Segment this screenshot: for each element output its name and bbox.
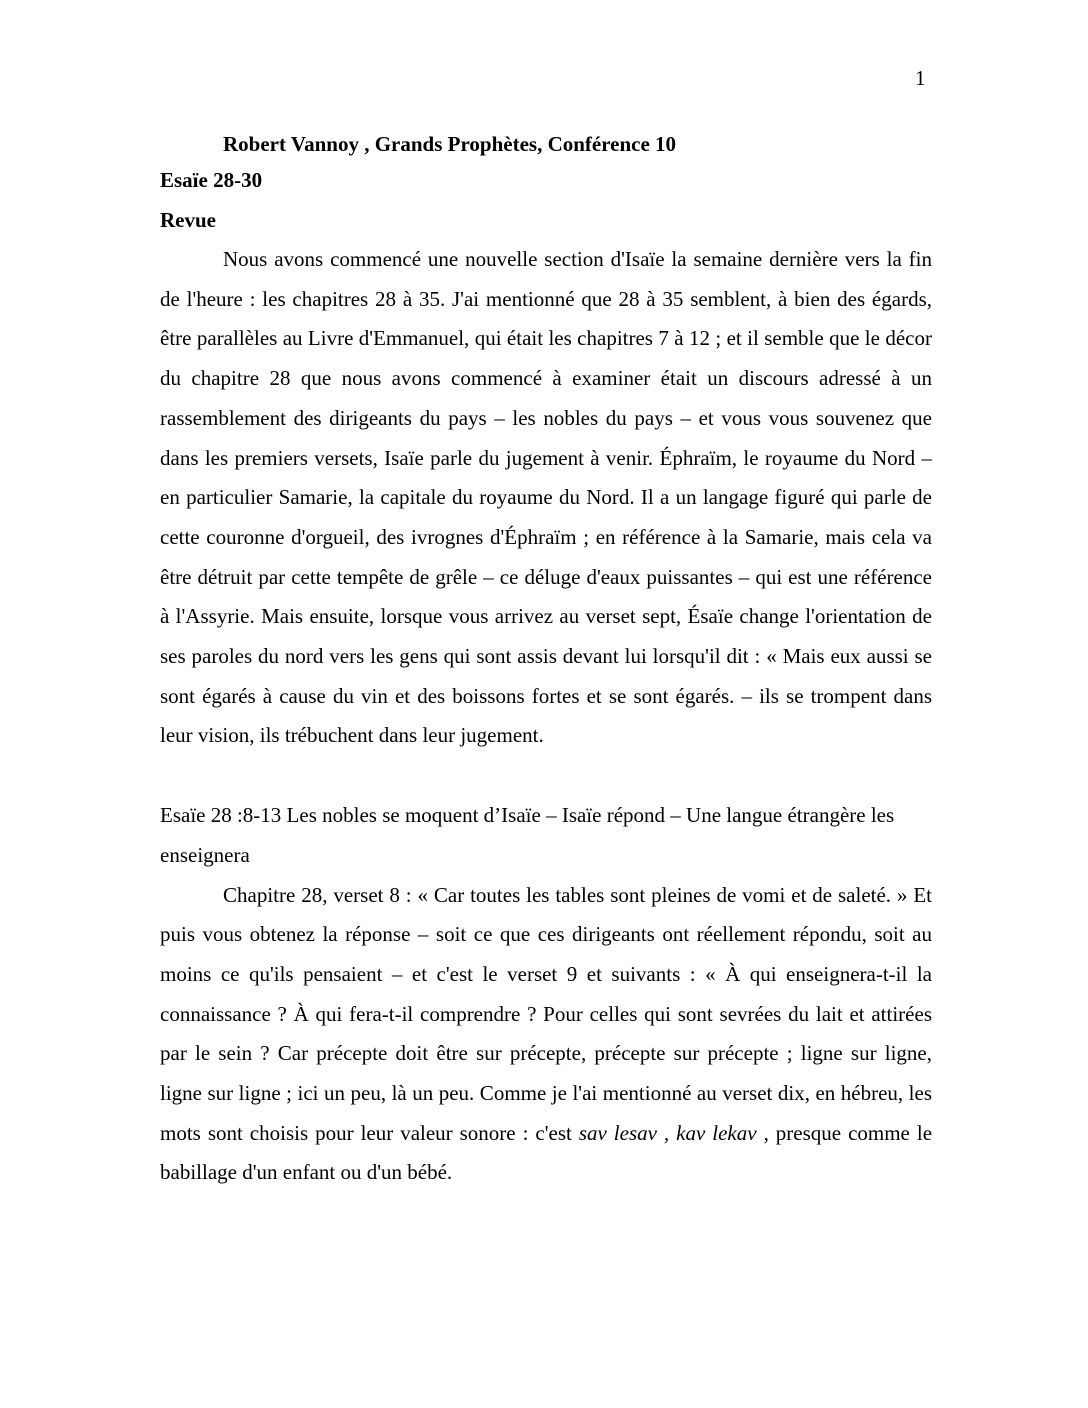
section-heading: Esaïe 28 :8-13 Les nobles se moquent d’Isaïe – Isaïe répond – Une langue étrangère les enseignera	[160, 803, 895, 867]
paragraph-chapter-28	[160, 876, 932, 1194]
hebrew-transliteration-2: kav lekav	[676, 1120, 757, 1145]
document-title: Robert Vannoy , Grands Prophètes, Conférence 10	[223, 132, 677, 156]
page-number: 1	[915, 66, 926, 90]
paragraph-review: Nous avons commencé une nouvelle section d'Isaïe la semaine dernière vers la fin de l'heure : les chapitres 28 à 35. J'ai mentionné que 28 à 35 semblent, à bien des égards, être parallèles au Livre d'Emmanuel, qui était les chapitres 7 à 12 ; et il semble que le décor du chapitre 28 que nous avons commencé à examiner était un discours adressé à un rassemblement des dirigeants du pays – les nobles du pays – et vous vous souvenez que dans les premiers versets, Isaïe parle du jugement à venir. Éphraïm, le royaume du Nord – en particulier Samarie, la capitale du royaume du Nord. Il a un langage figuré qui parle de cette couronne d'orgueil, des ivrognes d'Éphraïm ; en référence à la Samarie, mais cela va être détruit par cette tempête de grêle – ce déluge d'eaux puissantes – qui est une référence à l'Assyrie. Mais ensuite, lorsque vous arrivez au verset sept, Ésaïe change l'orientation de ses paroles du nord vers les gens qui sont assis devant lui lorsqu'il dit : « Mais eux aussi se sont égarés à cause du vin et des boissons fortes et se sont égarés. – ils se trompent dans leur vision, ils trébuchent dans leur jugement.	[160, 247, 932, 748]
paragraph-text-end: , presque comme le babillage d'un enfant ou d'un bébé.	[160, 1120, 933, 1185]
passage-reference: Esaïe 28-30	[160, 168, 263, 192]
hebrew-transliteration-1: sav lesav ,	[578, 1120, 670, 1145]
paragraph-text: Chapitre 28, verset 8 : « Car toutes les tables sont pleines de vomi et de saleté. » Et puis vous obtenez la réponse – soit ce que ces dirigeants ont réellement répondu, soit au moins ce qu'ils pensaient – et c'est le verset 9 et suivants : « À qui enseignera-t-il la connaissance ? À qui fera-t-il comprendre ? Pour celles qui sont sevrées du lait et attirées par le sein ? Car précepte doit être sur précepte, précepte sur précepte ; ligne sur ligne, ligne sur ligne ; ici un peu, là un peu. Comme je l'ai mentionné au verset dix, en hébreu, les mots sont choisis pour leur valeur sonore : c'est	[160, 882, 932, 1145]
document-body	[160, 128, 932, 1193]
review-heading: Revue	[160, 208, 216, 232]
